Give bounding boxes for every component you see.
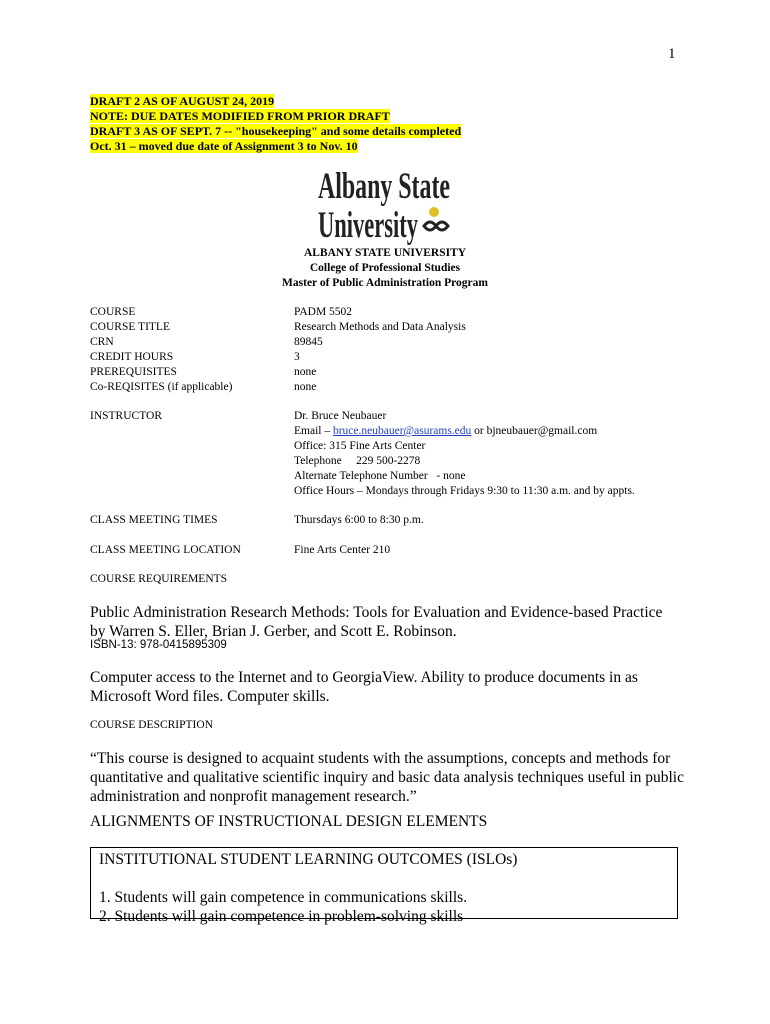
prerequisites-label: PREREQUISITES (90, 366, 177, 378)
instructor-email (294, 424, 714, 439)
course-title-value: Research Methods and Data Analysis (294, 321, 466, 333)
draft-notes (90, 94, 461, 154)
instructor-name: Dr. Bruce Neubauer (294, 410, 387, 422)
meeting-location-label: CLASS MEETING LOCATION (90, 544, 241, 556)
islo-item: 1. Students will gain competence in communications skills. (99, 889, 468, 906)
course-label: COURSE (90, 306, 136, 318)
crn-value: 89845 (294, 336, 323, 348)
draft-note: DRAFT 2 AS OF AUGUST 24, 2019 (90, 94, 275, 108)
description-line1: “This course is designed to acquaint students with the assumptions, concepts and methods for (90, 750, 671, 767)
ram-emblem-icon (424, 207, 448, 230)
computer-requirements-line2: Microsoft Word files. Computer skills. (90, 688, 330, 705)
university-name: ALBANY STATE UNIVERSITY (303, 247, 467, 259)
email-link[interactable]: bruce.neubauer@asurams.edu (332, 425, 472, 437)
islo-heading: INSTITUTIONAL STUDENT LEARNING OUTCOMES (ISLOs) (99, 851, 518, 868)
corequisites-value: none (294, 381, 317, 393)
program-name: Master of Public Administration Program (282, 277, 488, 289)
course-requirements-heading: COURSE REQUIREMENTS (90, 573, 228, 585)
meeting-times-value: Thursdays 6:00 to 8:30 p.m. (294, 514, 424, 526)
university-logo (316, 162, 461, 246)
course-title-label: COURSE TITLE (90, 321, 170, 333)
draft-note: DRAFT 3 AS OF SEPT. 7 -- "housekeeping" and some details completed (90, 124, 462, 138)
textbook-citation (90, 603, 690, 641)
email-prefix: Email – (294, 425, 333, 437)
textbook-authors: by Warren S. Eller, Brian J. Gerber, and Scott E. Robinson. (90, 623, 457, 640)
crn-label: CRN (90, 336, 114, 348)
instructor-alt-telephone: Alternate Telephone Number - none (294, 470, 466, 482)
meeting-times-row (90, 513, 714, 528)
college-name: College of Professional Studies (309, 262, 461, 274)
instructor-telephone: Telephone 229 500-2278 (294, 455, 421, 467)
description-line3: administration and nonprofit management research.” (90, 788, 417, 805)
islo-item: 2. Students will gain competence in problem-solving skills (99, 908, 464, 925)
instructor-office: Office: 315 Fine Arts Center (294, 440, 426, 452)
course-info-table (90, 305, 714, 395)
prerequisites-value: none (294, 366, 317, 378)
islo-box (90, 847, 678, 925)
meeting-location-row (90, 543, 714, 558)
isbn: ISBN-13: 978-0415895309 (90, 639, 227, 651)
description-line2: quantitative and qualitative scientific inquiry and basic data analysis techniques useful in public (90, 769, 684, 786)
textbook-title: Public Administration Research Methods: Tools for Evaluation and Evidence-based Practice (90, 604, 663, 621)
course-description (90, 749, 690, 806)
instructor-office-hours: Office Hours – Mondays through Fridays 9:30 to 11:30 a.m. and by appts. (294, 485, 635, 497)
meeting-times-label: CLASS MEETING TIMES (90, 514, 218, 526)
corequisites-label: Co-REQISITES (if applicable) (90, 381, 233, 393)
university-header (0, 246, 770, 291)
draft-note: Oct. 31 – moved due date of Assignment 3 to Nov. 10 (90, 139, 358, 153)
course-description-heading: COURSE DESCRIPTION (90, 719, 214, 731)
email-suffix: or bjneubauer@gmail.com (471, 425, 598, 437)
course-value: PADM 5502 (294, 306, 353, 318)
page-number: 1 (668, 46, 676, 62)
meeting-location-value: Fine Arts Center 210 (294, 544, 391, 556)
alignments-heading: ALIGNMENTS OF INSTRUCTIONAL DESIGN ELEMENTS (90, 813, 488, 830)
draft-note: NOTE: DUE DATES MODIFIED FROM PRIOR DRAFT (90, 109, 390, 123)
instructor-label: INSTRUCTOR (90, 410, 162, 422)
instructor-section (90, 409, 714, 499)
computer-requirements-line1: Computer access to the Internet and to GeorgiaView. Ability to produce documents in as (90, 669, 638, 686)
logo-line1: Albany State (318, 166, 450, 207)
credit-hours-value: 3 (294, 351, 300, 363)
computer-requirements (90, 668, 690, 706)
credit-hours-label: CREDIT HOURS (90, 351, 174, 363)
logo-line2: University (318, 205, 419, 246)
